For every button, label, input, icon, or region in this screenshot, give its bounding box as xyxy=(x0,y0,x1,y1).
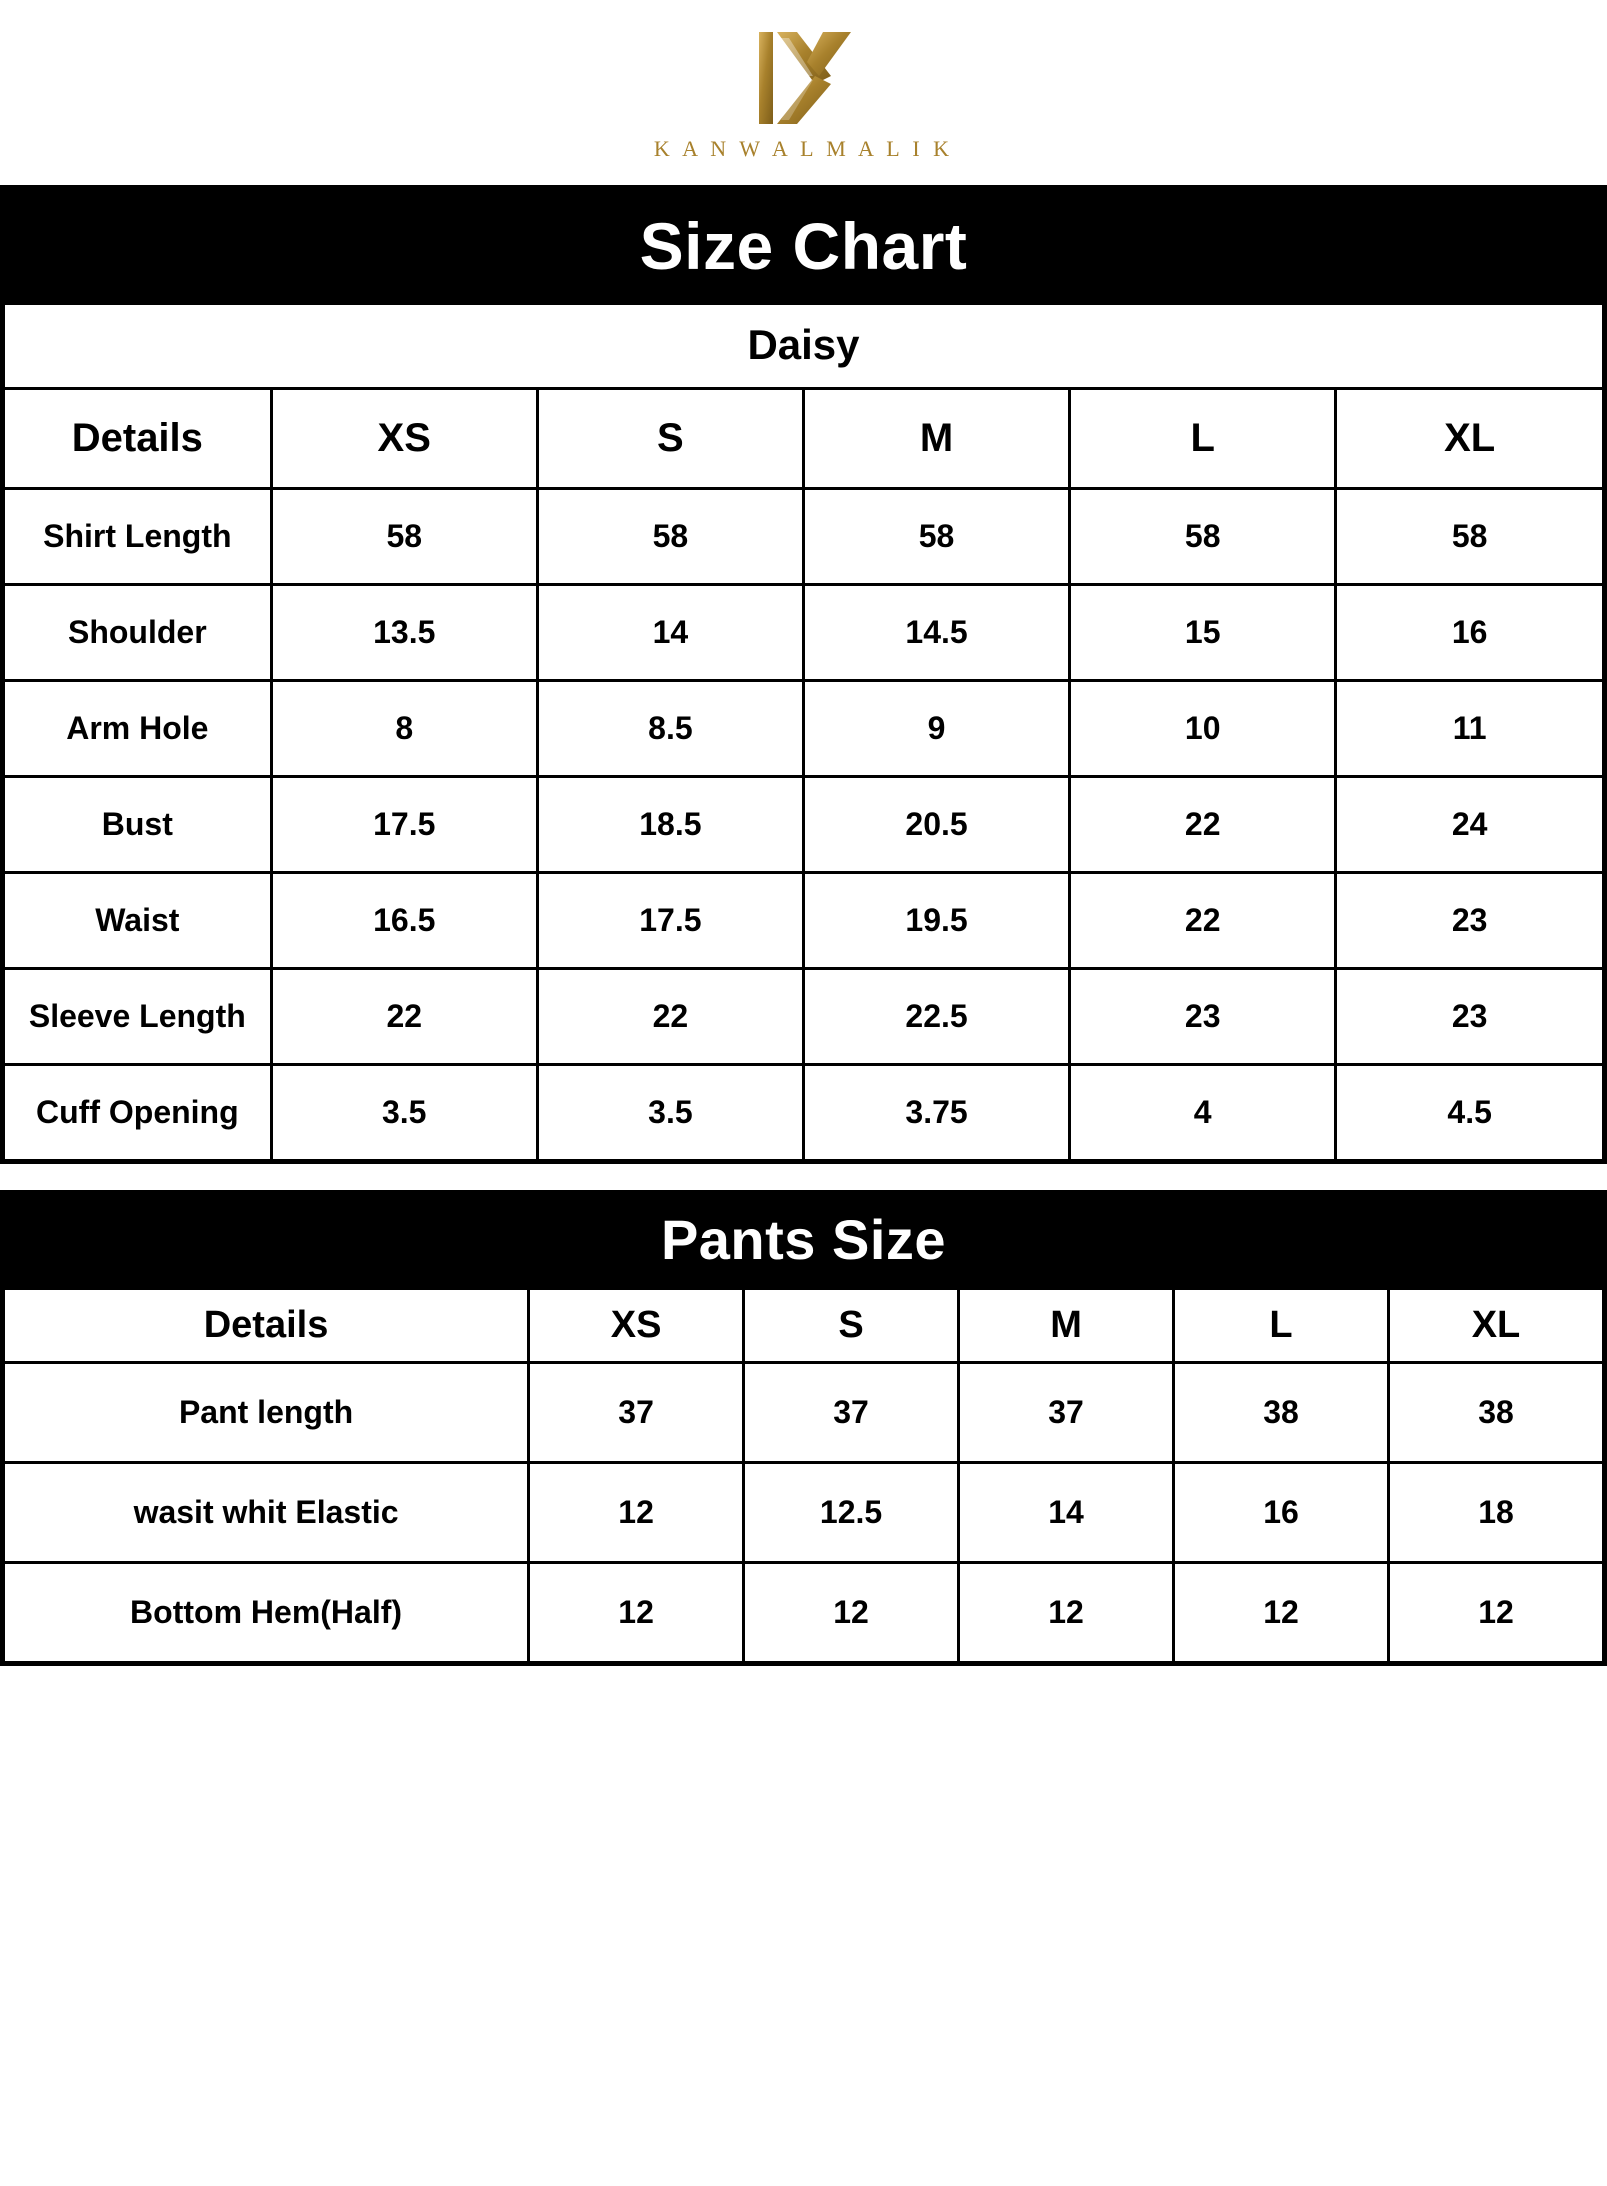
row-value-m: 9 xyxy=(803,681,1069,777)
row-value-xl: 24 xyxy=(1336,777,1602,873)
row-label: Bust xyxy=(5,777,271,873)
header-details: Details xyxy=(5,389,271,489)
brand-wordmark: K A N W A L M A L I K xyxy=(653,135,954,161)
header-m: M xyxy=(803,389,1069,489)
row-value-xl: 16 xyxy=(1336,585,1602,681)
header-s: S xyxy=(537,389,803,489)
row-label: Pant length xyxy=(5,1363,529,1463)
row-value-xs: 3.5 xyxy=(271,1065,537,1160)
table-row xyxy=(5,1363,1602,1463)
row-value-m: 3.75 xyxy=(803,1065,1069,1160)
row-value-s: 18.5 xyxy=(537,777,803,873)
header-xl: XL xyxy=(1336,389,1602,489)
row-value-l: 58 xyxy=(1070,489,1336,585)
row-value-xl: 23 xyxy=(1336,969,1602,1065)
header-xs: XS xyxy=(271,389,537,489)
row-value-xl: 38 xyxy=(1388,1363,1602,1463)
row-value-s: 8.5 xyxy=(537,681,803,777)
row-value-m: 14.5 xyxy=(803,585,1069,681)
table-row xyxy=(5,969,1602,1065)
row-value-m: 20.5 xyxy=(803,777,1069,873)
row-label: Shoulder xyxy=(5,585,271,681)
row-label: Bottom Hem(Half) xyxy=(5,1563,529,1662)
table-row xyxy=(5,873,1602,969)
row-value-xs: 12 xyxy=(529,1463,744,1563)
row-value-xs: 58 xyxy=(271,489,537,585)
row-value-s: 14 xyxy=(537,585,803,681)
row-value-l: 23 xyxy=(1070,969,1336,1065)
header-m: M xyxy=(959,1290,1174,1363)
row-value-xs: 16.5 xyxy=(271,873,537,969)
size-chart-banner: Size Chart xyxy=(0,185,1607,305)
row-value-s: 3.5 xyxy=(537,1065,803,1160)
header-l: L xyxy=(1174,1290,1389,1363)
header-l: L xyxy=(1070,389,1336,489)
row-value-l: 22 xyxy=(1070,873,1336,969)
row-value-m: 14 xyxy=(959,1463,1174,1563)
row-value-xl: 11 xyxy=(1336,681,1602,777)
brand-logo xyxy=(0,0,1607,185)
row-value-l: 4 xyxy=(1070,1065,1336,1160)
row-label: Sleeve Length xyxy=(5,969,271,1065)
row-value-xs: 37 xyxy=(529,1363,744,1463)
pants-size-banner: Pants Size xyxy=(0,1190,1607,1290)
row-value-m: 22.5 xyxy=(803,969,1069,1065)
row-value-xl: 18 xyxy=(1388,1463,1602,1563)
row-label: wasit whit Elastic xyxy=(5,1463,529,1563)
table-header-row xyxy=(5,1290,1602,1363)
pants-size-table-block xyxy=(0,1290,1607,1666)
row-value-l: 22 xyxy=(1070,777,1336,873)
row-value-m: 12 xyxy=(959,1563,1174,1662)
row-value-l: 38 xyxy=(1174,1363,1389,1463)
table-row xyxy=(5,1463,1602,1563)
row-value-s: 58 xyxy=(537,489,803,585)
row-value-xl: 23 xyxy=(1336,873,1602,969)
section-gap xyxy=(0,1164,1607,1190)
row-label: Arm Hole xyxy=(5,681,271,777)
header-s: S xyxy=(744,1290,959,1363)
row-value-l: 15 xyxy=(1070,585,1336,681)
row-value-l: 16 xyxy=(1174,1463,1389,1563)
header-xs: XS xyxy=(529,1290,744,1363)
row-value-s: 37 xyxy=(744,1363,959,1463)
row-label: Cuff Opening xyxy=(5,1065,271,1160)
row-value-l: 10 xyxy=(1070,681,1336,777)
row-value-s: 12 xyxy=(744,1563,959,1662)
header-xl: XL xyxy=(1388,1290,1602,1363)
shirt-size-table-block xyxy=(0,305,1607,1164)
row-value-xs: 12 xyxy=(529,1563,744,1662)
row-value-xs: 13.5 xyxy=(271,585,537,681)
shirt-size-table xyxy=(5,305,1602,1159)
row-value-m: 37 xyxy=(959,1363,1174,1463)
row-label: Waist xyxy=(5,873,271,969)
row-value-xl: 4.5 xyxy=(1336,1065,1602,1160)
pants-size-table xyxy=(5,1290,1602,1661)
row-value-s: 12.5 xyxy=(744,1463,959,1563)
table-row xyxy=(5,777,1602,873)
row-value-xl: 58 xyxy=(1336,489,1602,585)
subtitle-cell: Daisy xyxy=(5,305,1602,389)
row-value-xl: 12 xyxy=(1388,1563,1602,1662)
table-row xyxy=(5,1563,1602,1662)
table-header-row xyxy=(5,389,1602,489)
row-value-xs: 17.5 xyxy=(271,777,537,873)
row-value-s: 22 xyxy=(537,969,803,1065)
row-value-xs: 8 xyxy=(271,681,537,777)
row-value-l: 12 xyxy=(1174,1563,1389,1662)
table-subtitle-row xyxy=(5,305,1602,389)
row-value-s: 17.5 xyxy=(537,873,803,969)
table-row xyxy=(5,1065,1602,1160)
table-row xyxy=(5,489,1602,585)
row-value-m: 58 xyxy=(803,489,1069,585)
row-value-xs: 22 xyxy=(271,969,537,1065)
table-row xyxy=(5,681,1602,777)
kanwal-malik-monogram-icon xyxy=(739,24,869,134)
row-label: Shirt Length xyxy=(5,489,271,585)
row-value-m: 19.5 xyxy=(803,873,1069,969)
table-row xyxy=(5,585,1602,681)
header-details: Details xyxy=(5,1290,529,1363)
